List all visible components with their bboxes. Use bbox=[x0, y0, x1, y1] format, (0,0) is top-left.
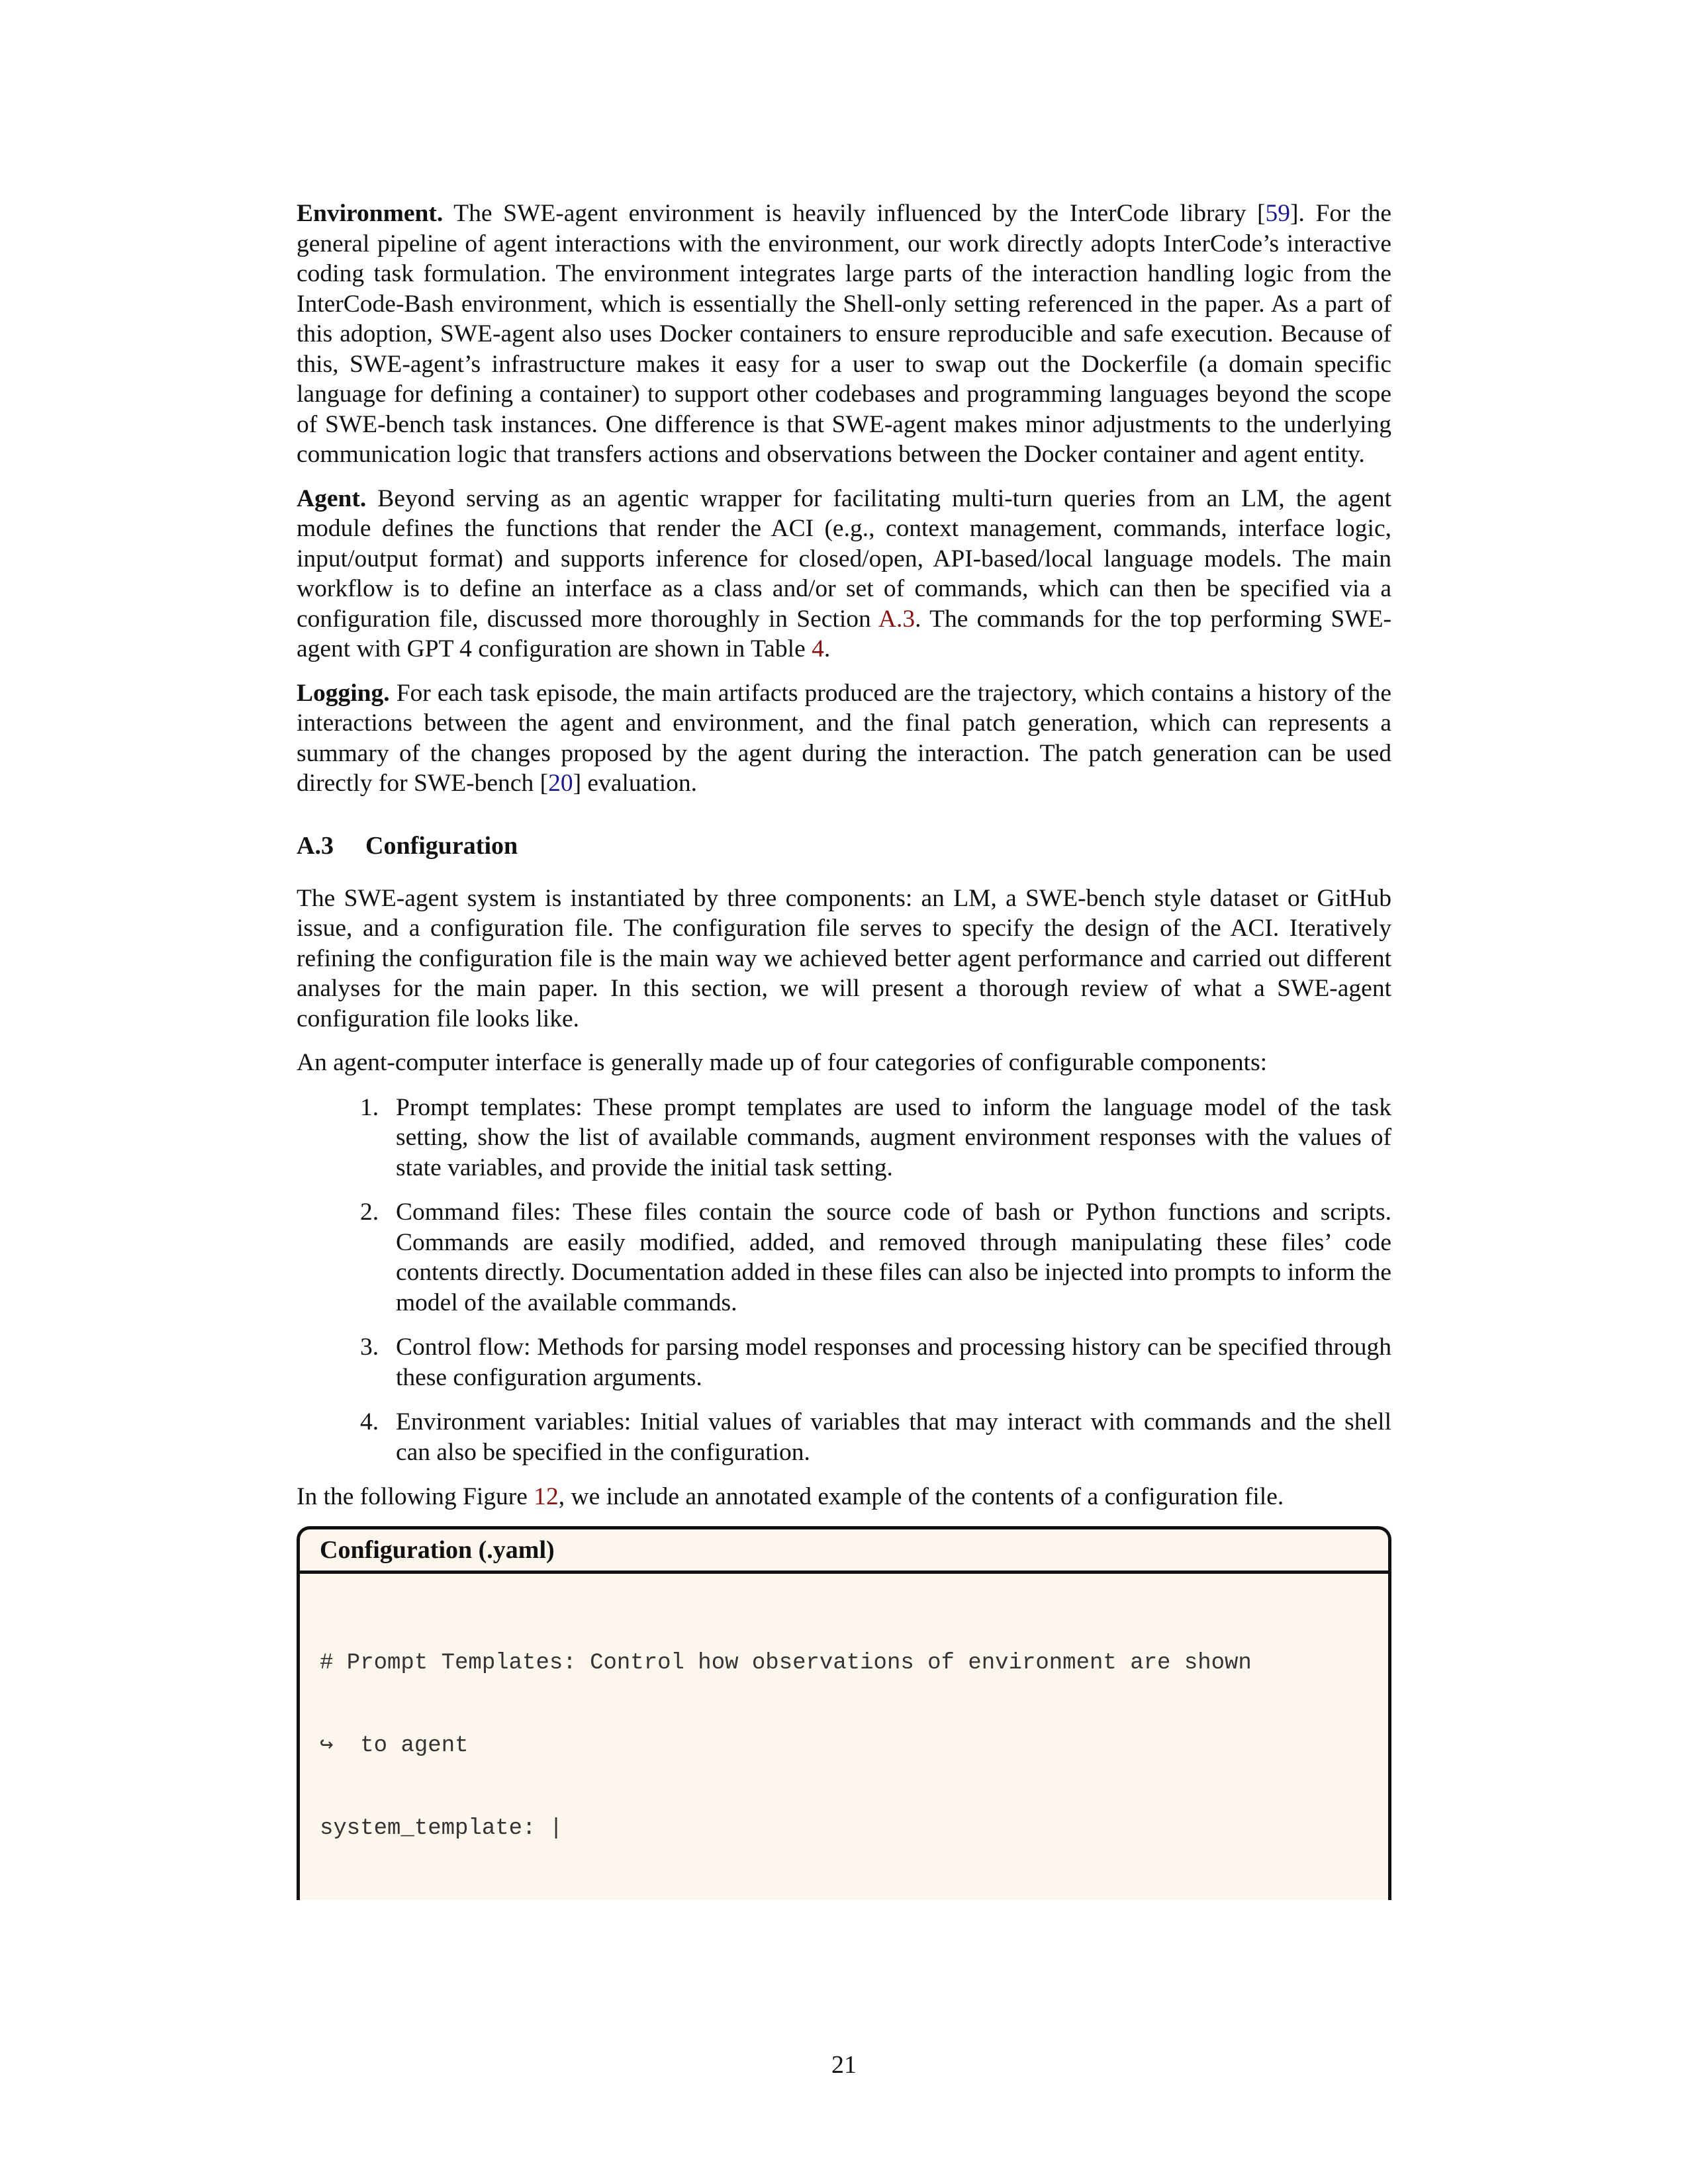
environment-paragraph bbox=[297, 199, 1391, 470]
configuration-intro-paragraph: The SWE-agent system is instantiated by three components: an LM, a SWE-bench style dataset or GitHub issue, and a configuration file. The configuration file serves to specify the design of the ACI. Iteratively refining the configuration file is the main way we achieved better agent performance and carried out different analyses for the main paper. In this section, we will present a thorough review of what a SWE-agent configuration file looks like. bbox=[297, 884, 1391, 1032]
figure-reference-paragraph bbox=[297, 1482, 1391, 1512]
list-marker: 4. bbox=[360, 1408, 379, 1435]
agent-text-1: Beyond serving as an agentic wrapper for facilitating multi-turn queries from an LM, the agent module defines the functions that render the ACI (e.g., context management, commands, interface logic, input/output format) and supports inference for closed/open, API-based/local language models. The main workflow is to define an interface as a class and/or set of commands, which can then be specified via a configuration file, discussed more thoroughly in Section bbox=[297, 484, 1391, 633]
list-item-text: Command files: These files contain the source code of bash or Python functions and scripts. Commands are easily modified, added, and removed through manipulating these files’ code contents directly. Documentation added in these files can also be injected into prompts to inform the model of the available commands. bbox=[396, 1199, 1391, 1316]
list-item-text: Prompt templates: These prompt templates are used to inform the language model of the task setting, show the list of available commands, augment environment responses with the values of state variables, and provide the initial task setting. bbox=[396, 1093, 1391, 1181]
environment-heading: Environment. bbox=[297, 200, 444, 227]
code-line: ↪ to agent bbox=[320, 1733, 469, 1758]
list-item bbox=[297, 1407, 1391, 1467]
component-list bbox=[297, 1093, 1391, 1468]
figure-ref-text-2: , we include an annotated example of the contents of a configuration file. bbox=[558, 1483, 1284, 1510]
citation-link-20[interactable]: 20 bbox=[548, 770, 573, 797]
agent-text-2: . The commands for the top performing SWE-agent with GPT 4 configuration are shown in Table bbox=[297, 605, 1392, 662]
section-heading bbox=[297, 831, 1391, 861]
section-number: A.3 bbox=[297, 831, 334, 860]
list-marker: 1. bbox=[360, 1093, 379, 1121]
logging-paragraph bbox=[297, 678, 1391, 799]
code-line bbox=[320, 1898, 1368, 1899]
list-item bbox=[297, 1332, 1391, 1392]
list-item-text: Environment variables: Initial values of variables that may interact with commands and the shell can also be specified in the configuration. bbox=[396, 1408, 1391, 1466]
logging-heading: Logging. bbox=[297, 679, 390, 707]
yaml-code-block bbox=[300, 1574, 1388, 1900]
logging-text-1: For each task episode, the main artifacts produced are the trajectory, which contains a history of the interactions between the agent and environment, and the final patch generation, which can represents a summary of the changes proposed by the agent during the interaction. The patch generation can be used directly for SWE-bench [ bbox=[297, 679, 1391, 797]
environment-text-1: The SWE-agent environment is heavily influenced by the InterCode library [ bbox=[443, 200, 1266, 227]
list-marker: 3. bbox=[360, 1334, 379, 1361]
agent-text-3: . bbox=[823, 635, 831, 662]
table-link-4[interactable]: 4 bbox=[812, 635, 824, 662]
paper-page bbox=[297, 199, 1391, 1900]
configuration-code-box bbox=[297, 1526, 1391, 1900]
list-item-text: Control flow: Methods for parsing model responses and processing history can be specified through these configuration arguments. bbox=[396, 1334, 1391, 1391]
agent-paragraph bbox=[297, 484, 1391, 664]
aci-intro-paragraph: An agent-computer interface is generally made up of four categories of configurable components: bbox=[297, 1049, 1268, 1076]
code-line: system_template: | bbox=[320, 1816, 563, 1842]
figure-ref-text-1: In the following Figure bbox=[297, 1483, 534, 1510]
section-link-a3[interactable]: A.3 bbox=[878, 605, 915, 633]
section-title: Configuration bbox=[365, 831, 518, 860]
list-item bbox=[297, 1197, 1391, 1318]
list-marker: 2. bbox=[360, 1199, 379, 1226]
page-number: 21 bbox=[831, 2051, 857, 2079]
citation-link-59[interactable]: 59 bbox=[1265, 200, 1290, 227]
figure-link-12[interactable]: 12 bbox=[534, 1483, 559, 1510]
agent-heading: Agent. bbox=[297, 484, 367, 512]
list-item bbox=[297, 1093, 1391, 1183]
code-box-title: Configuration (.yaml) bbox=[300, 1529, 1388, 1574]
logging-text-2: ] evaluation. bbox=[573, 770, 697, 797]
environment-text-2: ]. For the general pipeline of agent interactions with the environment, our work directly adopts InterCode’s interactive coding task formulation. The environment integrates large parts of the interaction handling logic from the InterCode-Bash environment, which is essentially the Shell-only setting referenced in the paper. As a part of this adoption, SWE-agent also uses Docker containers to ensure reproducible and safe execution. Because of this, SWE-agent’s infrastructure makes it easy for a user to swap out the Dockerfile (a domain specific language for defining a container) to support other codebases and programming languages beyond the scope of SWE-bench task instances. One difference is that SWE-agent makes minor adjustments to the underlying communication logic that transfers actions and observations between the Docker container and agent entity. bbox=[297, 200, 1391, 468]
code-line: # Prompt Templates: Control how observations of environment are shown bbox=[320, 1650, 1252, 1676]
